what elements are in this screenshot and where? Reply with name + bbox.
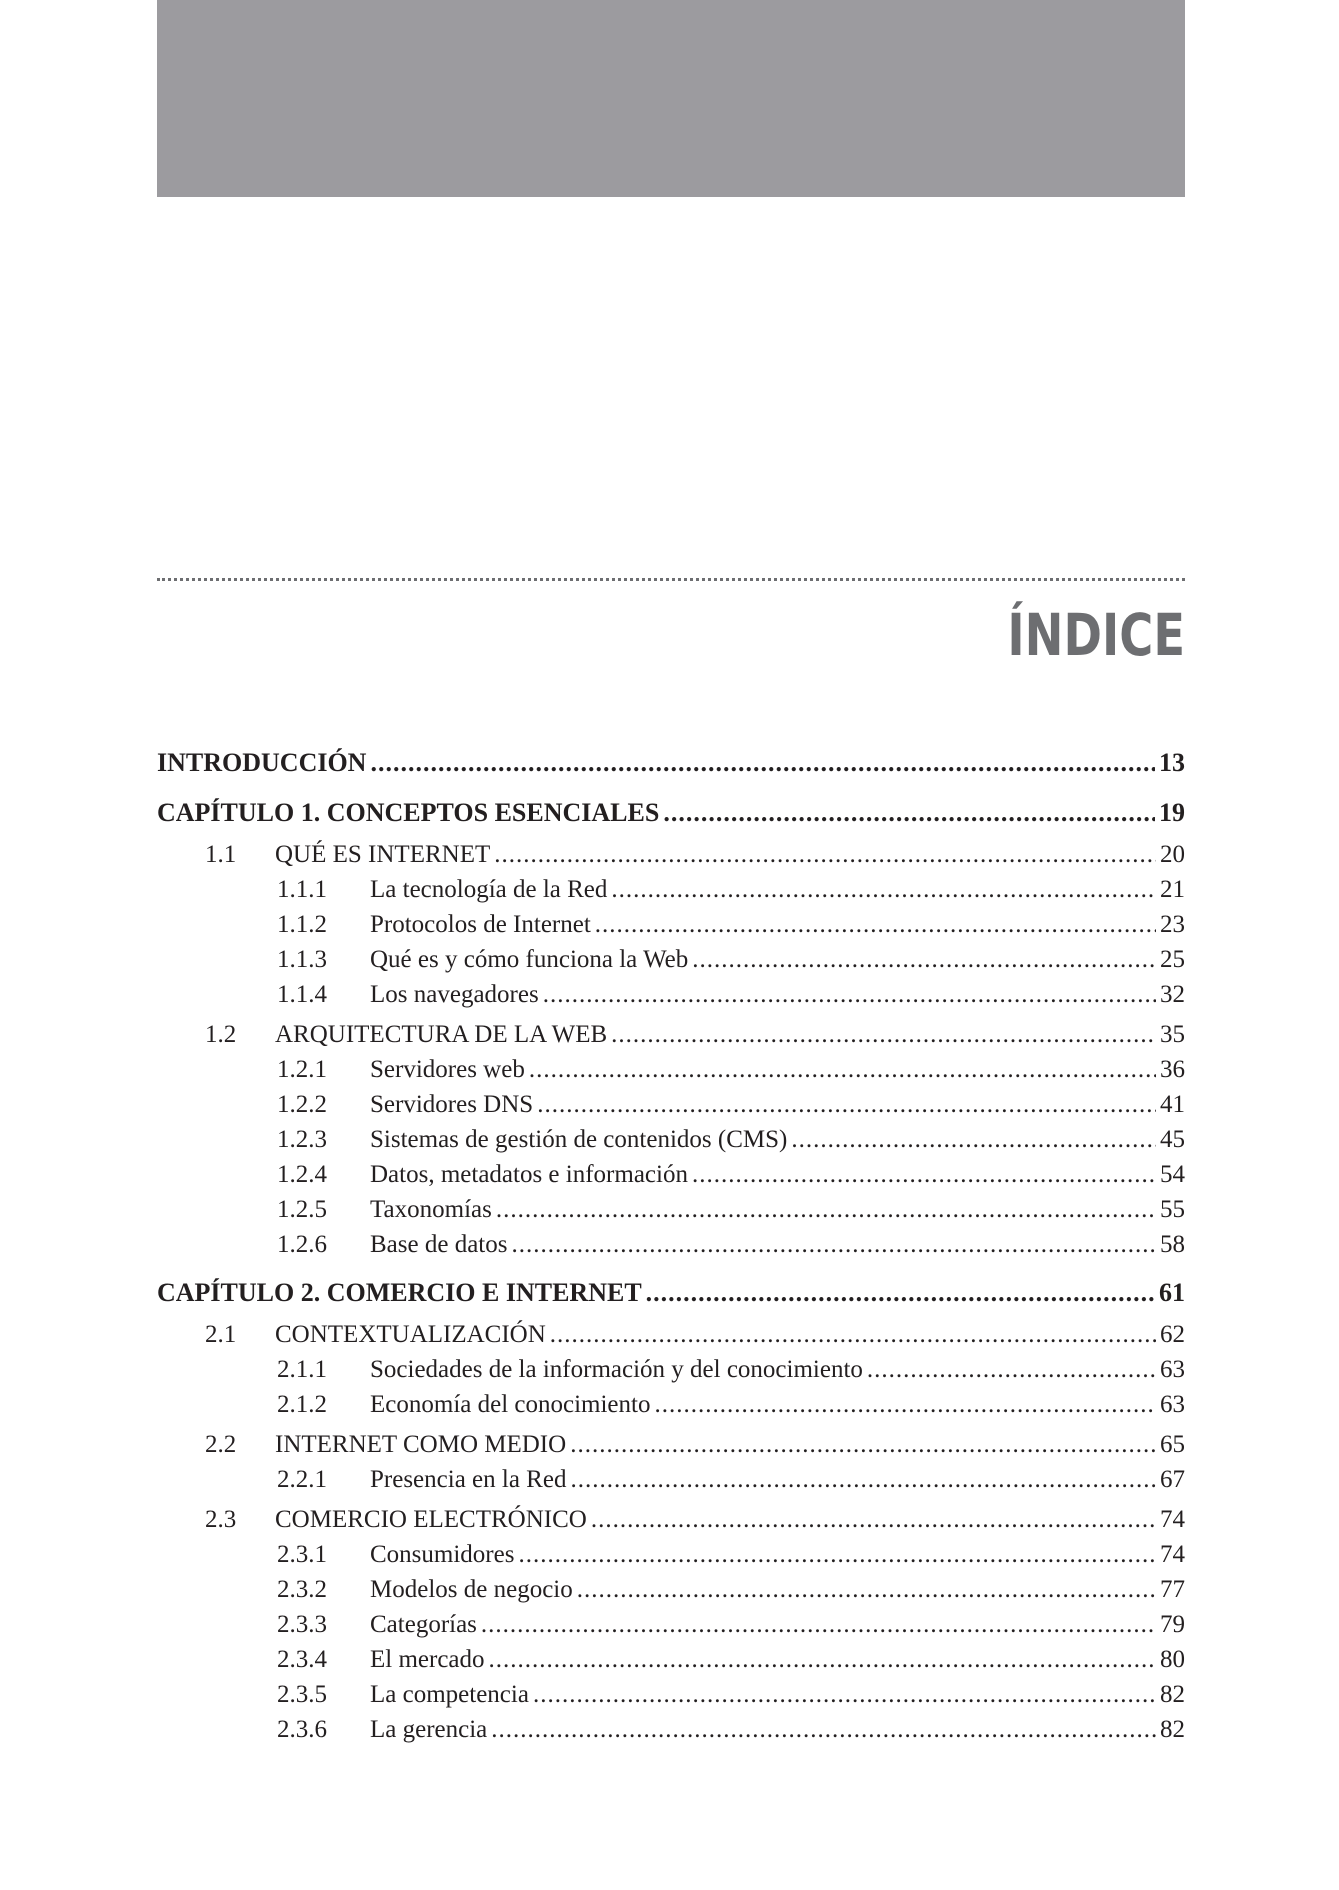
dot-leader xyxy=(537,1087,1156,1122)
toc-entry-number: 1.2.3 xyxy=(277,1126,327,1153)
toc-subsection-entry xyxy=(157,1607,1185,1642)
toc-section-entry xyxy=(157,1017,1185,1052)
toc-entry-page: 80 xyxy=(1160,1646,1185,1673)
toc-entry-page: 32 xyxy=(1160,981,1185,1008)
toc-entry-label: Modelos de negocio xyxy=(370,1576,573,1603)
toc-entry-label: La competencia xyxy=(370,1681,529,1708)
toc-entry-page: 55 xyxy=(1160,1196,1185,1223)
toc-entry-number: 2.3.3 xyxy=(277,1611,327,1638)
toc-entry-label: Economía del conocimiento xyxy=(370,1391,651,1418)
toc-entry-page: 62 xyxy=(1160,1321,1185,1348)
toc-subsection-entry xyxy=(157,907,1185,942)
dot-leader xyxy=(496,1192,1156,1227)
dot-leader xyxy=(611,872,1156,907)
dot-leader xyxy=(663,794,1155,832)
dot-leader xyxy=(654,1387,1156,1422)
toc-entry-label: CAPÍTULO 1. CONCEPTOS ESENCIALES xyxy=(157,798,660,827)
dot-leader xyxy=(646,1274,1155,1312)
toc-subsection-entry xyxy=(157,1387,1185,1422)
dot-leader xyxy=(550,1317,1156,1352)
toc-entry-label: QUÉ ES INTERNET xyxy=(275,841,491,868)
dot-leader xyxy=(692,1157,1156,1192)
toc-entry-label: Categorías xyxy=(370,1611,477,1638)
toc-entry-label: Sociedades de la información y del conocimiento xyxy=(370,1356,863,1383)
toc-entry-page: 82 xyxy=(1160,1681,1185,1708)
toc-entry-label: Protocolos de Internet xyxy=(370,911,591,938)
dot-leader xyxy=(611,1017,1156,1052)
toc-entry-page: 20 xyxy=(1160,841,1185,868)
toc-entry-page: 74 xyxy=(1160,1506,1185,1533)
dot-leader xyxy=(491,1712,1156,1747)
toc-subsection-entry xyxy=(157,1537,1185,1572)
dot-leader xyxy=(867,1352,1156,1387)
toc-entry-label: CAPÍTULO 2. COMERCIO E INTERNET xyxy=(157,1278,642,1307)
toc-entry-number: 1.2.6 xyxy=(277,1231,327,1258)
toc-entry-page: 61 xyxy=(1159,1278,1185,1307)
toc-entry-page: 21 xyxy=(1160,876,1185,903)
toc-entry-page: 54 xyxy=(1160,1161,1185,1188)
toc-subsection-entry xyxy=(157,1572,1185,1607)
toc-entry-label: Presencia en la Red xyxy=(370,1466,567,1493)
toc-entry-page: 25 xyxy=(1160,946,1185,973)
toc-subsection-entry xyxy=(157,1712,1185,1747)
toc-section-entry xyxy=(157,1427,1185,1462)
toc-entry-page: 45 xyxy=(1160,1126,1185,1153)
toc-section-entry xyxy=(157,1502,1185,1537)
header-band xyxy=(157,0,1185,197)
dotted-rule xyxy=(157,578,1185,581)
toc-entry-label: Servidores web xyxy=(370,1056,525,1083)
toc-subsection-entry xyxy=(157,1462,1185,1497)
toc-entry-number: 1.1.1 xyxy=(277,876,327,903)
toc-subsection-entry xyxy=(157,1052,1185,1087)
toc-subsection-entry xyxy=(157,1227,1185,1262)
toc-entry-page: 13 xyxy=(1159,748,1185,777)
toc-entry-number: 2.1 xyxy=(205,1321,237,1348)
toc-subsection-entry xyxy=(157,1157,1185,1192)
dot-leader xyxy=(533,1677,1156,1712)
toc-entry-number: 1.2.2 xyxy=(277,1091,327,1118)
toc-entry-label: La gerencia xyxy=(370,1716,488,1743)
dot-leader xyxy=(595,907,1156,942)
toc-subsection-entry xyxy=(157,1642,1185,1677)
toc-entry-label: ARQUITECTURA DE LA WEB xyxy=(275,1021,608,1048)
toc-section-entry xyxy=(157,1317,1185,1352)
dot-leader xyxy=(570,1427,1156,1462)
toc-entry-number: 2.3.5 xyxy=(277,1681,327,1708)
dot-leader xyxy=(481,1607,1156,1642)
dot-leader xyxy=(543,977,1156,1012)
toc-entry-number: 1.1.3 xyxy=(277,946,327,973)
toc-entry-page: 23 xyxy=(1160,911,1185,938)
toc-entry-number: 1.2.1 xyxy=(277,1056,327,1083)
toc-entry-label: Datos, metadatos e información xyxy=(370,1161,688,1188)
toc-entry-number: 1.1.2 xyxy=(277,911,327,938)
dot-leader xyxy=(370,744,1155,782)
toc-entry-label: Los navegadores xyxy=(370,981,539,1008)
toc-entry-number: 1.2.4 xyxy=(277,1161,327,1188)
toc-entry-label: Consumidores xyxy=(370,1541,515,1568)
toc-entry-number: 1.2 xyxy=(205,1021,237,1048)
dot-leader xyxy=(489,1642,1156,1677)
toc-section-entry xyxy=(157,837,1185,872)
toc-entry-number: 2.2.1 xyxy=(277,1466,327,1493)
toc-entry-label: CONTEXTUALIZACIÓN xyxy=(275,1321,546,1348)
toc-entry-number: 2.3.1 xyxy=(277,1541,327,1568)
toc-entry-page: 35 xyxy=(1160,1021,1185,1048)
toc-entry-number: 2.3.6 xyxy=(277,1716,327,1743)
toc-entry-page: 19 xyxy=(1159,798,1185,827)
toc-entry-number: 1.2.5 xyxy=(277,1196,327,1223)
toc-entry-number: 1.1.4 xyxy=(277,981,327,1008)
toc-entry-page: 63 xyxy=(1160,1391,1185,1418)
toc-entry-number: 2.1.2 xyxy=(277,1391,327,1418)
toc-entry-page: 74 xyxy=(1160,1541,1185,1568)
toc-entry-number: 2.3.2 xyxy=(277,1576,327,1603)
toc-subsection-entry xyxy=(157,1192,1185,1227)
dot-leader xyxy=(791,1122,1156,1157)
toc-entry-page: 65 xyxy=(1160,1431,1185,1458)
toc-entry-label: Taxonomías xyxy=(370,1196,492,1223)
toc-entry-number: 2.3 xyxy=(205,1506,237,1533)
toc-entry-label: Servidores DNS xyxy=(370,1091,534,1118)
dot-leader xyxy=(511,1227,1156,1262)
dot-leader xyxy=(692,942,1156,977)
toc-entry-label: Sistemas de gestión de contenidos (CMS) xyxy=(370,1126,788,1153)
toc-subsection-entry xyxy=(157,1677,1185,1712)
dot-leader xyxy=(494,837,1156,872)
toc-chapter-entry xyxy=(157,744,1185,782)
toc-subsection-entry xyxy=(157,1122,1185,1157)
page-title: ÍNDICE xyxy=(1007,601,1185,669)
dot-leader xyxy=(570,1462,1156,1497)
toc-subsection-entry xyxy=(157,942,1185,977)
toc-entry-label: COMERCIO ELECTRÓNICO xyxy=(275,1506,587,1533)
toc-entry-number: 2.2 xyxy=(205,1431,237,1458)
toc-entry-number: 1.1 xyxy=(205,841,237,868)
toc-subsection-entry xyxy=(157,977,1185,1012)
dot-leader xyxy=(591,1502,1156,1537)
toc-entry-page: 41 xyxy=(1160,1091,1185,1118)
toc-subsection-entry xyxy=(157,1087,1185,1122)
toc-entry-number: 2.3.4 xyxy=(277,1646,327,1673)
toc-chapter-entry xyxy=(157,1274,1185,1312)
toc-entry-page: 36 xyxy=(1160,1056,1185,1083)
toc-chapter-entry xyxy=(157,794,1185,832)
toc-entry-label: Base de datos xyxy=(370,1231,508,1258)
table-of-contents xyxy=(157,744,1185,1747)
toc-subsection-entry xyxy=(157,872,1185,907)
toc-entry-page: 77 xyxy=(1160,1576,1185,1603)
dot-leader xyxy=(577,1572,1156,1607)
toc-entry-label: La tecnología de la Red xyxy=(370,876,608,903)
dot-leader xyxy=(518,1537,1156,1572)
toc-entry-label: INTERNET COMO MEDIO xyxy=(275,1431,567,1458)
toc-entry-page: 67 xyxy=(1160,1466,1185,1493)
toc-entry-label: INTRODUCCIÓN xyxy=(157,748,367,777)
toc-entry-label: El mercado xyxy=(370,1646,485,1673)
toc-entry-label: Qué es y cómo funciona la Web xyxy=(370,946,689,973)
toc-entry-page: 63 xyxy=(1160,1356,1185,1383)
toc-entry-page: 58 xyxy=(1160,1231,1185,1258)
toc-subsection-entry xyxy=(157,1352,1185,1387)
toc-entry-number: 2.1.1 xyxy=(277,1356,327,1383)
dot-leader xyxy=(529,1052,1156,1087)
toc-entry-page: 82 xyxy=(1160,1716,1185,1743)
toc-entry-page: 79 xyxy=(1160,1611,1185,1638)
